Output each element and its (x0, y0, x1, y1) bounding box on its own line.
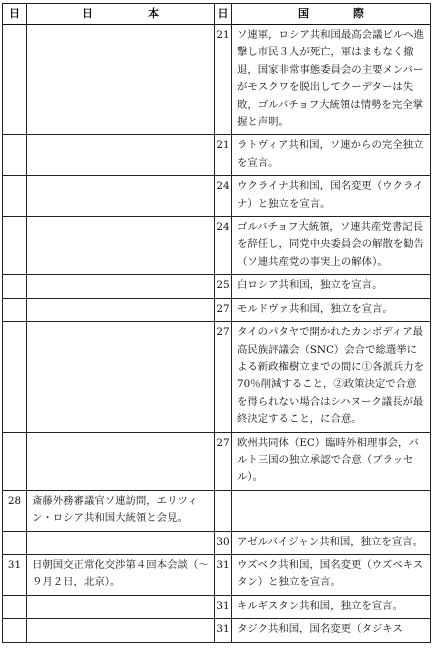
international-event-cell: 白ロシア共和国，独立を宣言。 (232, 275, 431, 298)
international-day-cell: 24 (215, 217, 232, 275)
japan-day-cell: 31 (3, 554, 27, 595)
table-row (3, 619, 431, 642)
header-japan: 日 本 (27, 4, 215, 25)
table-row (3, 322, 431, 432)
header-international: 国 際 (232, 4, 431, 25)
international-day-cell: 27 (215, 432, 232, 490)
japan-day-cell (3, 25, 27, 135)
japan-event-cell (27, 217, 215, 275)
international-event-cell (232, 490, 431, 531)
table-row (3, 275, 431, 298)
japan-day-cell (3, 322, 27, 432)
international-event-cell: タジク共和国，国名変更（タジキス (232, 619, 431, 642)
japan-event-cell (27, 25, 215, 135)
japan-day-cell (3, 595, 27, 618)
japan-day-cell (3, 619, 27, 642)
international-event-cell: ウクライナ共和国，国名変更（ウクライナ）と独立を宣言。 (232, 176, 431, 217)
international-day-cell: 25 (215, 275, 232, 298)
international-day-cell: 24 (215, 176, 232, 217)
japan-event-cell (27, 619, 215, 642)
international-event-cell: アゼルバイジャン共和国，独立を宣言。 (232, 531, 431, 554)
table-row (3, 217, 431, 275)
japan-event-cell: 斎藤外務審議官ソ連訪問，エリツィン・ロシア共和国大統領と会見。 (27, 490, 215, 531)
international-day-cell: 27 (215, 298, 232, 321)
table-row (3, 135, 431, 176)
japan-day-cell (3, 217, 27, 275)
table-row (3, 25, 431, 135)
international-event-cell: モルドヴァ共和国，独立を宣言。 (232, 298, 431, 321)
international-event-cell: 欧州共同体（EC）臨時外相理事会，バルト三国の独立承認で合意（ブラッセル）。 (232, 432, 431, 490)
international-event-cell: タイのパタヤで開かれたカンボディア最高民族評議会（SNC）会合で総選挙による新政権樹立までの間に①各派兵力を70％削減すること，②政策決定で合意を得られない場合はシハヌーク議長が最終決定すること，に合意。 (232, 322, 431, 432)
header-row (3, 4, 431, 25)
japan-day-cell (3, 531, 27, 554)
international-event-cell: キルギスタン共和国，独立を宣言。 (232, 595, 431, 618)
japan-day-cell (3, 275, 27, 298)
international-event-cell: ソ連軍，ロシア共和国最高会議ビルへ進撃し市民３人が死亡，軍はまもなく撤退，国家非常事態委員会の主要メンバーがモスクワを脱出してクーデターは失敗，ゴルバチョフ大統領は情勢を完全掌握と声明。 (232, 25, 431, 135)
japan-event-cell: 日朝国交正常化交渉第４回本会談（～９月２日，北京）。 (27, 554, 215, 595)
table-row (3, 554, 431, 595)
japan-day-cell (3, 298, 27, 321)
japan-event-cell (27, 531, 215, 554)
international-day-cell (215, 490, 232, 531)
japan-event-cell (27, 322, 215, 432)
international-event-cell: ラトヴィア共和国，ソ連からの完全独立を宣言。 (232, 135, 431, 176)
japan-event-cell (27, 135, 215, 176)
chronology-table (2, 3, 431, 643)
japan-event-cell (27, 176, 215, 217)
international-day-cell: 31 (215, 619, 232, 642)
japan-event-cell (27, 595, 215, 618)
table-row (3, 298, 431, 321)
international-day-cell: 31 (215, 554, 232, 595)
international-day-cell: 21 (215, 135, 232, 176)
table-body (3, 25, 431, 643)
table-row (3, 595, 431, 618)
japan-day-cell (3, 135, 27, 176)
international-day-cell: 30 (215, 531, 232, 554)
table-row (3, 531, 431, 554)
table-row (3, 490, 431, 531)
header-day-japan: 日 (3, 4, 27, 25)
japan-event-cell (27, 298, 215, 321)
international-day-cell: 31 (215, 595, 232, 618)
table-header (3, 4, 431, 25)
international-event-cell: ゴルバチョフ大統領，ソ連共産党書記長を辞任し，同党中央委員会の解散を勧告（ソ連共産党の事実上の解体）。 (232, 217, 431, 275)
header-day-international: 日 (215, 4, 232, 25)
international-event-cell: ウズベク共和国，国名変更（ウズベキスタン）と独立を宣言。 (232, 554, 431, 595)
japan-event-cell (27, 275, 215, 298)
international-day-cell: 27 (215, 322, 232, 432)
japan-event-cell (27, 432, 215, 490)
international-day-cell: 21 (215, 25, 232, 135)
japan-day-cell (3, 176, 27, 217)
table-row (3, 176, 431, 217)
japan-day-cell: 28 (3, 490, 27, 531)
table-row (3, 432, 431, 490)
japan-day-cell (3, 432, 27, 490)
